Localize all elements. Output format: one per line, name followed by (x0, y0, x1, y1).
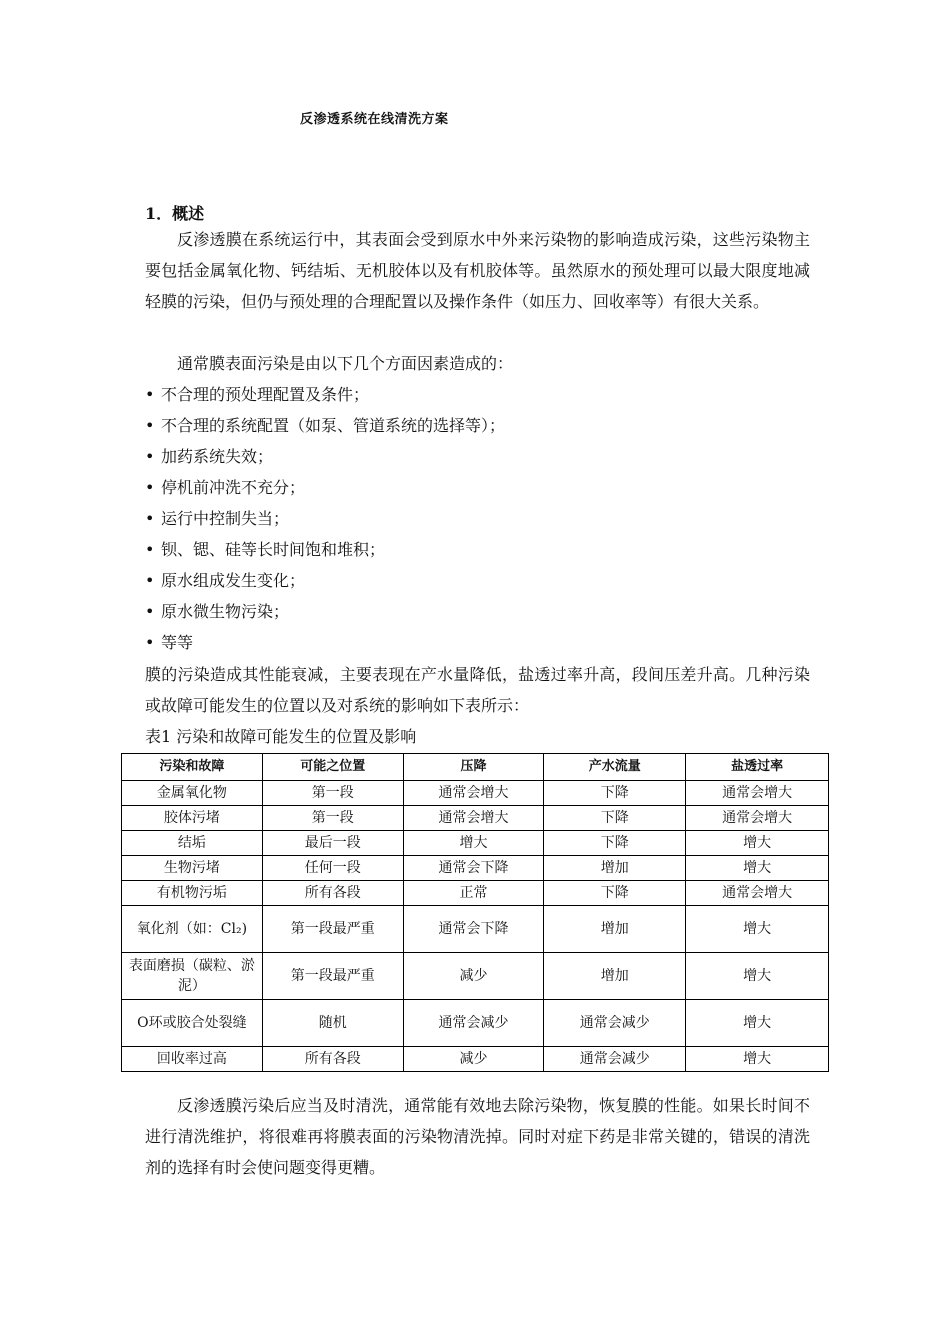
table-cell: 有机物污垢 (122, 881, 263, 906)
table-cell: 增大 (403, 831, 544, 856)
table-cell: 通常会增大 (403, 806, 544, 831)
list-item (145, 503, 505, 534)
table-cell: 通常会增大 (686, 881, 829, 906)
table-cell: 回收率过高 (122, 1047, 263, 1072)
table-cell: 氧化剂（如：Cl₂) (122, 906, 263, 953)
table-cell: 生物污堵 (122, 856, 263, 881)
list-item-text: 停机前冲洗不充分； (161, 478, 306, 497)
table-cell: 增大 (686, 856, 829, 881)
table-cell: 下降 (544, 806, 686, 831)
table-cell: 结垢 (122, 831, 263, 856)
table-cell: 通常会增大 (403, 781, 544, 806)
table-cell: 通常会下降 (403, 906, 544, 953)
table-cell: 减少 (403, 1047, 544, 1072)
table-cell: 所有各段 (262, 1047, 403, 1072)
table-cell: 增大 (686, 1047, 829, 1072)
table-cell: 第一段 (262, 806, 403, 831)
table-cell: 增大 (686, 1000, 829, 1047)
list-item (145, 379, 505, 410)
list-item-text: 不合理的系统配置（如泵、管道系统的选择等）； (161, 416, 506, 435)
table-row (122, 856, 829, 881)
table-cell: 通常会下降 (403, 856, 544, 881)
paragraph-causes-intro: 通常膜表面污染是由以下几个方面因素造成的： (177, 354, 514, 373)
paragraph-effects: 膜的污染造成其性能衰减，主要表现在产水量降低，盐透过率升高，段间压差升高。几种污染或故障可能发生的位置以及对系统的影响如下表所示： (145, 665, 810, 715)
page-title: 反渗透系统在线清洗方案 (300, 112, 449, 127)
table-header-row (122, 754, 829, 781)
table-cell: 通常会减少 (544, 1047, 686, 1072)
column-header: 污染和故障 (122, 754, 263, 781)
list-item-text: 原水组成发生变化； (161, 571, 306, 590)
table-cell: 增加 (544, 856, 686, 881)
table-row (122, 1047, 829, 1072)
table-cell: 第一段最严重 (262, 953, 403, 1000)
table-row (122, 831, 829, 856)
table-cell: 随机 (262, 1000, 403, 1047)
causes-list (145, 379, 505, 658)
table-cell: 增大 (686, 953, 829, 1000)
table-cell: 所有各段 (262, 881, 403, 906)
table-cell: 通常会增大 (686, 781, 829, 806)
table-row (122, 806, 829, 831)
bullet-icon: • (145, 571, 155, 590)
list-item-text: 原水微生物污染； (161, 602, 290, 621)
table-cell: 通常会增大 (686, 806, 829, 831)
paragraph-cleaning: 反渗透膜污染后应当及时清洗，通常能有效地去除污染物，恢复膜的性能。如果长时间不进行清洗维护，将很难再将膜表面的污染物清洗掉。同时对症下药是非常关键的，错误的清洗剂的选择有时会使问题变得更糟。 (145, 1096, 810, 1177)
table-cell: 减少 (403, 953, 544, 1000)
table-row (122, 906, 829, 953)
table-cell: 表面磨损（碳粒、淤泥） (122, 953, 263, 1000)
table-row (122, 1000, 829, 1047)
column-header: 盐透过率 (686, 754, 829, 781)
table-cell: O环或胶合处裂缝 (122, 1000, 263, 1047)
column-header: 产水流量 (544, 754, 686, 781)
column-header: 压降 (403, 754, 544, 781)
list-item-text: 等等 (161, 633, 194, 652)
table-cell: 增加 (544, 953, 686, 1000)
list-item-text: 不合理的预处理配置及条件； (161, 385, 370, 404)
table-cell: 增大 (686, 906, 829, 953)
table-cell: 任何一段 (262, 856, 403, 881)
list-item (145, 441, 505, 472)
list-item-text: 钡、锶、硅等长时间饱和堆积； (161, 540, 386, 559)
table-caption: 表1 污染和故障可能发生的位置及影响 (145, 727, 417, 746)
table-cell: 最后一段 (262, 831, 403, 856)
list-item (145, 565, 505, 596)
table-cell: 通常会减少 (403, 1000, 544, 1047)
list-item (145, 627, 505, 658)
table-cell: 第一段最严重 (262, 906, 403, 953)
table-cell: 胶体污堵 (122, 806, 263, 831)
bullet-icon: • (145, 385, 155, 404)
table-cell: 下降 (544, 781, 686, 806)
table-cell: 下降 (544, 881, 686, 906)
bullet-icon: • (145, 478, 155, 497)
table-cell: 增加 (544, 906, 686, 953)
list-item (145, 596, 505, 627)
fouling-table (121, 753, 829, 1072)
list-item-text: 加药系统失效； (161, 447, 274, 466)
table-cell: 第一段 (262, 781, 403, 806)
table-cell: 金属氧化物 (122, 781, 263, 806)
table-cell: 增大 (686, 831, 829, 856)
bullet-icon: • (145, 633, 155, 652)
table-row (122, 781, 829, 806)
bullet-icon: • (145, 602, 155, 621)
bullet-icon: • (145, 509, 155, 528)
list-item (145, 410, 505, 441)
list-item (145, 534, 505, 565)
list-item (145, 472, 505, 503)
table-row (122, 953, 829, 1000)
paragraph-overview: 反渗透膜在系统运行中，其表面会受到原水中外来污染物的影响造成污染，这些污染物主要包括金属氧化物、钙结垢、无机胶体以及有机胶体等。虽然原水的预处理可以最大限度地减轻膜的污染，但仍与预处理的合理配置以及操作条件（如压力、回收率等）有很大关系。 (145, 230, 810, 311)
table-cell: 正常 (403, 881, 544, 906)
bullet-icon: • (145, 416, 155, 435)
table-row (122, 881, 829, 906)
list-item-text: 运行中控制失当； (161, 509, 290, 528)
table-cell: 通常会减少 (544, 1000, 686, 1047)
bullet-icon: • (145, 540, 155, 559)
bullet-icon: • (145, 447, 155, 466)
column-header: 可能之位置 (262, 754, 403, 781)
table-cell: 下降 (544, 831, 686, 856)
section-heading: 1．概述 (145, 204, 205, 223)
